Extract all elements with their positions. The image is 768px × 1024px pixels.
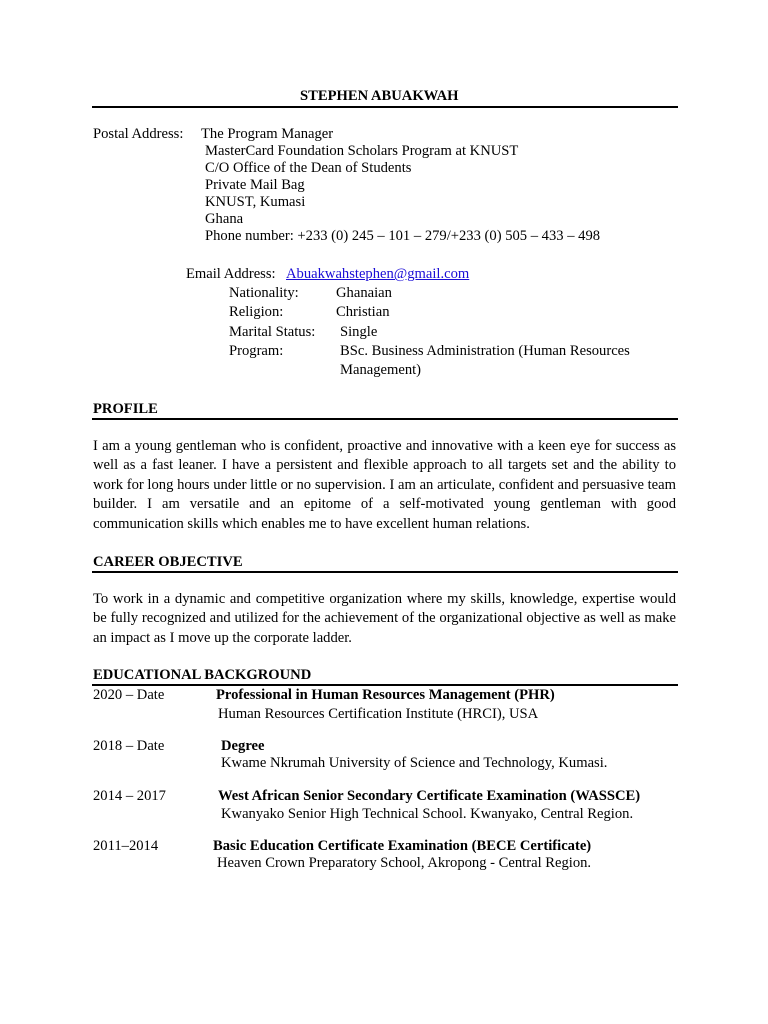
postal-line: Ghana bbox=[205, 211, 244, 227]
email-label: Email Address: bbox=[186, 266, 276, 282]
career-objective-text: To work in a dynamic and competitive organization where my skills, knowledge, expertise would be fully recognized and utilized for the achievement of the organizational objective as well as make an impact as I move up the corporate ladder. bbox=[93, 591, 676, 646]
education-title: West African Senior Secondary Certificate Examination (WASSCE) bbox=[218, 788, 641, 804]
marital-status-value: Single bbox=[340, 324, 378, 340]
profile-heading: PROFILE bbox=[93, 401, 158, 417]
program-value-continued: Management) bbox=[340, 362, 422, 378]
education-institution: Kwame Nkrumah University of Science and Technology, Kumasi. bbox=[221, 755, 608, 771]
nationality-label: Nationality: bbox=[229, 285, 299, 301]
profile-divider bbox=[92, 418, 678, 420]
document-title: STEPHEN ABUAKWAH bbox=[300, 88, 459, 104]
nationality-value: Ghanaian bbox=[336, 285, 392, 301]
education-period: 2018 – Date bbox=[93, 738, 165, 754]
postal-address-label: Postal Address: bbox=[93, 126, 184, 142]
education-heading: EDUCATIONAL BACKGROUND bbox=[93, 667, 312, 683]
profile-text: I am a young gentleman who is confident, proactive and innovative with a keen eye for success as well as a fast leaner. I have a persistent and flexible approach to all targets set and the ability to work for long hours under little or no supervision. I am an articulate, confident and persuasive team builder. I am versatile and an epitome of a self-motivated young gentleman with good communication skills which enables me to have excellent human relations. bbox=[93, 438, 676, 532]
career-objective-heading: CAREER OBJECTIVE bbox=[93, 554, 243, 570]
postal-line: C/O Office of the Dean of Students bbox=[205, 160, 412, 176]
postal-line: Private Mail Bag bbox=[205, 177, 305, 193]
program-label: Program: bbox=[229, 343, 284, 359]
postal-line: The Program Manager bbox=[201, 126, 334, 142]
education-period: 2011–2014 bbox=[93, 838, 159, 854]
program-value: BSc. Business Administration (Human Resources bbox=[340, 343, 630, 359]
education-period: 2020 – Date bbox=[93, 687, 165, 703]
postal-line: MasterCard Foundation Scholars Program at KNUST bbox=[205, 143, 519, 159]
education-title: Degree bbox=[221, 738, 265, 754]
phone-number: Phone number: +233 (0) 245 – 101 – 279/+233 (0) 505 – 433 – 498 bbox=[205, 228, 601, 244]
education-institution: Human Resources Certification Institute (HRCI), USA bbox=[218, 706, 539, 722]
religion-value: Christian bbox=[336, 304, 390, 320]
postal-line: KNUST, Kumasi bbox=[205, 194, 306, 210]
education-title: Professional in Human Resources Management (PHR) bbox=[216, 687, 555, 703]
email-link[interactable]: Abuakwahstephen@gmail.com bbox=[286, 266, 470, 282]
education-title: Basic Education Certificate Examination (BECE Certificate) bbox=[213, 838, 592, 854]
education-period: 2014 – 2017 bbox=[93, 788, 166, 804]
education-institution: Kwanyako Senior High Technical School. Kwanyako, Central Region. bbox=[221, 806, 634, 822]
career-objective-divider bbox=[92, 571, 678, 573]
education-institution: Heaven Crown Preparatory School, Akropong - Central Region. bbox=[217, 855, 592, 871]
marital-status-label: Marital Status: bbox=[229, 324, 316, 340]
title-divider bbox=[92, 106, 678, 108]
religion-label: Religion: bbox=[229, 304, 284, 320]
